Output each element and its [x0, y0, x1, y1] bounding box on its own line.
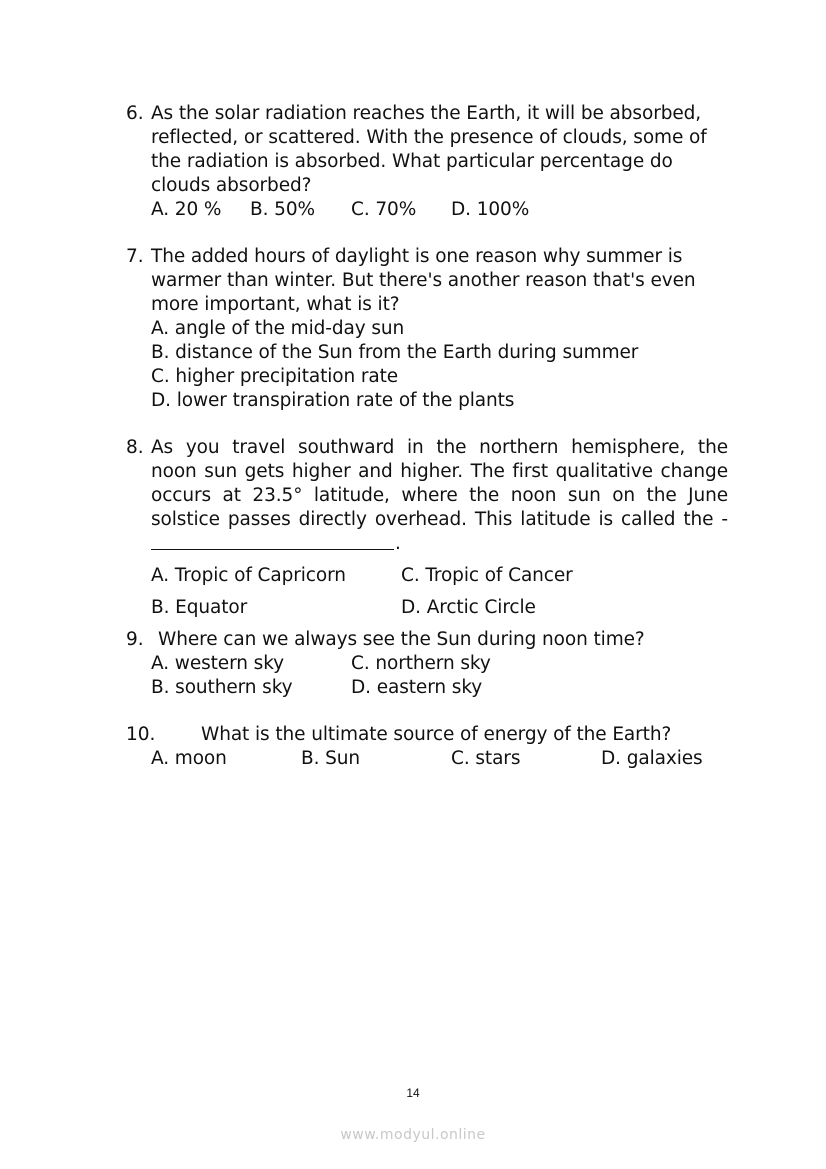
- option-b: B. Sun: [301, 748, 361, 769]
- option-b: B. distance of the Sun from the Earth during summer: [151, 342, 639, 363]
- question-text-line: clouds absorbed?: [151, 175, 312, 196]
- option-b: B. 50%: [250, 199, 315, 220]
- question-number: 7.: [126, 246, 144, 267]
- question-text-line: solstice passes directly overhead. This latitude is called the -: [151, 509, 728, 530]
- option-a: A. angle of the mid-day sun: [151, 318, 405, 339]
- option-d: D. 100%: [451, 199, 530, 220]
- option-c: C. 70%: [351, 199, 417, 220]
- answer-blank: [151, 549, 394, 550]
- question-text-line: What is the ultimate source of energy of the Earth?: [201, 724, 672, 745]
- option-c: C. Tropic of Cancer: [401, 565, 573, 586]
- option-d: D. eastern sky: [351, 677, 483, 698]
- option-a: A. Tropic of Capricorn: [151, 565, 346, 586]
- question-text-line: Where can we always see the Sun during noon time?: [158, 629, 645, 650]
- question-text-line: The added hours of daylight is one reason why summer is: [151, 246, 683, 267]
- option-c: C. northern sky: [351, 653, 491, 674]
- question-number: 8.: [126, 437, 144, 458]
- option-b: B. Equator: [151, 597, 248, 618]
- question-text-line: warmer than winter. But there's another reason that's even: [151, 270, 696, 291]
- question-number: 6.: [126, 103, 144, 124]
- question-text-line: As you travel southward in the northern hemisphere, the: [151, 437, 728, 458]
- option-d: D. Arctic Circle: [401, 597, 536, 618]
- page-number: 14: [406, 1086, 420, 1100]
- question-number: 9.: [126, 629, 144, 650]
- option-d: D. galaxies: [601, 748, 703, 769]
- watermark: www.modyul.online: [340, 1127, 486, 1143]
- option-b: B. southern sky: [151, 677, 293, 698]
- option-a: A. western sky: [151, 653, 285, 674]
- question-text-line: noon sun gets higher and higher. The first qualitative change: [151, 461, 728, 482]
- option-c: C. higher precipitation rate: [151, 366, 399, 387]
- option-a: A. moon: [151, 748, 227, 769]
- question-text-line: reflected, or scattered. With the presence of clouds, some of: [151, 127, 707, 148]
- option-d: D. lower transpiration rate of the plants: [151, 390, 515, 411]
- blank-period: .: [395, 533, 401, 554]
- question-text-line: occurs at 23.5° latitude, where the noon sun on the June: [151, 485, 728, 506]
- question-text-line: As the solar radiation reaches the Earth, it will be absorbed,: [151, 103, 702, 124]
- option-c: C. stars: [451, 748, 521, 769]
- option-a: A. 20 %: [151, 199, 222, 220]
- question-number: 10.: [126, 724, 156, 745]
- question-text-line: more important, what is it?: [151, 294, 400, 315]
- question-text-line: the radiation is absorbed. What particular percentage do: [151, 151, 673, 172]
